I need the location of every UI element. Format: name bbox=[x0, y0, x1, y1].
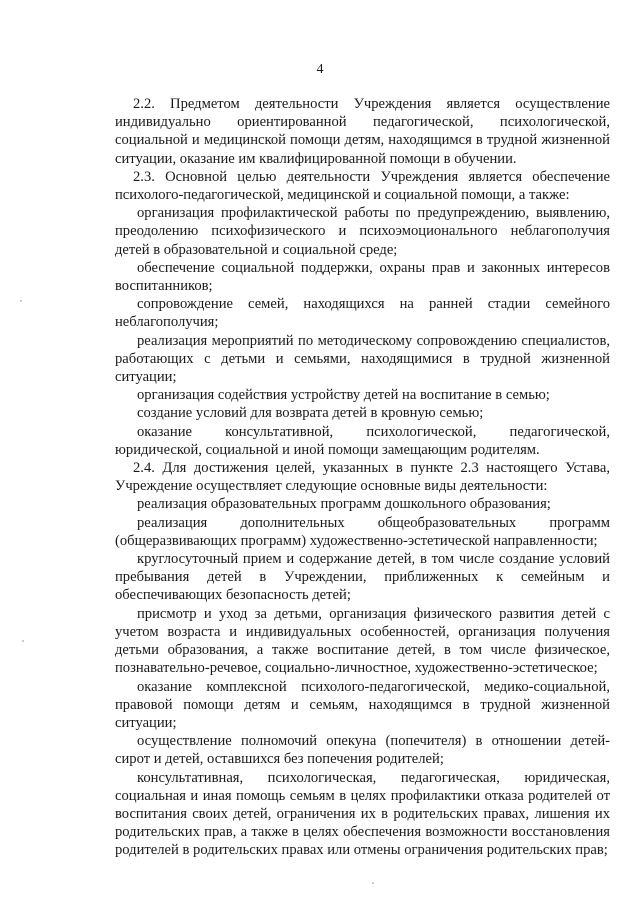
list-item: организация содействия устройству детей на воспитание в семью; bbox=[137, 387, 550, 404]
document-body bbox=[115, 95, 610, 860]
page-number: 4 bbox=[316, 62, 324, 77]
paragraph-2-3: 2.3. Основной целью деятельности Учреждения является обеспечение психолого-педагогической, медицинской и социальной помощи, а также: bbox=[115, 168, 610, 204]
list-item: осуществление полномочий опекуна (попечителя) в отношении детей-сирот и детей, оставшихся без попечения родителей; bbox=[115, 733, 610, 768]
list-item: присмотр и уход за детьми, организация физического развития детей с учетом возраста и индивидуальных особенностей, организация получения детьми образования, а также воспитание детей, в том числе физическое, познавательно-речевое, социально-личностное, художественно-эстетическое; bbox=[115, 605, 610, 677]
list-item: создание условий для возврата детей в кровную семью; bbox=[137, 405, 484, 422]
list-item: обеспечение социальной поддержки, охраны прав и законных интересов воспитанников; bbox=[115, 259, 610, 295]
scan-speck bbox=[22, 640, 24, 642]
list-item: реализация мероприятий по методическому сопровождению специалистов, работающих с детьми и семьями, находящимися в трудной жизненной ситуации; bbox=[115, 332, 610, 386]
list-item: сопровождение семей, находящихся на ранней стадии семейного неблагополучия; bbox=[115, 296, 610, 331]
list-item: консультативная, психологическая, педагогическая, юридическая, социальная и иная помощь семьям в целях профилактики отказа родителей от воспитания своих детей, ограничения их в родительских правах, лишения их родительских прав, а также в целях обеспечения возможности восстановления родителей в родительских правах или отмены ограничения родительских прав; bbox=[115, 769, 610, 859]
scan-speck bbox=[20, 300, 22, 302]
list-item: реализация дополнительных общеобразовательных программ (общеразвивающих программ) художественно-эстетической направленности; bbox=[115, 514, 610, 549]
list-item: оказание комплексной психолого-педагогической, медико-социальной, правовой помощи детям и семьям, находящимся в трудной жизненной ситуации; bbox=[115, 678, 610, 731]
list-item: оказание консультативной, психологической, педагогической, юридической, социальной и иной помощи замещающим родителям. bbox=[115, 423, 610, 458]
paragraph-2-2: 2.2. Предметом деятельности Учреждения является осуществление индивидуально ориентированной педагогической, психологической, социальной и медицинской помощи детям, находящимся в трудной жизненной ситуации, оказание им квалифицированной помощи в обучении. bbox=[115, 96, 610, 167]
paragraph-2-4: 2.4. Для достижения целей, указанных в пункте 2.3 настоящего Устава, Учреждение осуществляет следующие основные виды деятельности: bbox=[115, 460, 610, 495]
list-item: круглосуточный прием и содержание детей, в том числе создание условий пребывания детей в Учреждении, приближенных к семейным и обеспечивающих безопасность детей; bbox=[115, 551, 610, 604]
scan-speck bbox=[372, 882, 374, 884]
list-item: организация профилактической работы по предупреждению, выявлению, преодолению психофизического и психоэмоционального неблагополучия детей в образовательной и социальной среде; bbox=[115, 205, 610, 258]
list-item: реализация образовательных программ дошкольного образования; bbox=[137, 496, 551, 513]
